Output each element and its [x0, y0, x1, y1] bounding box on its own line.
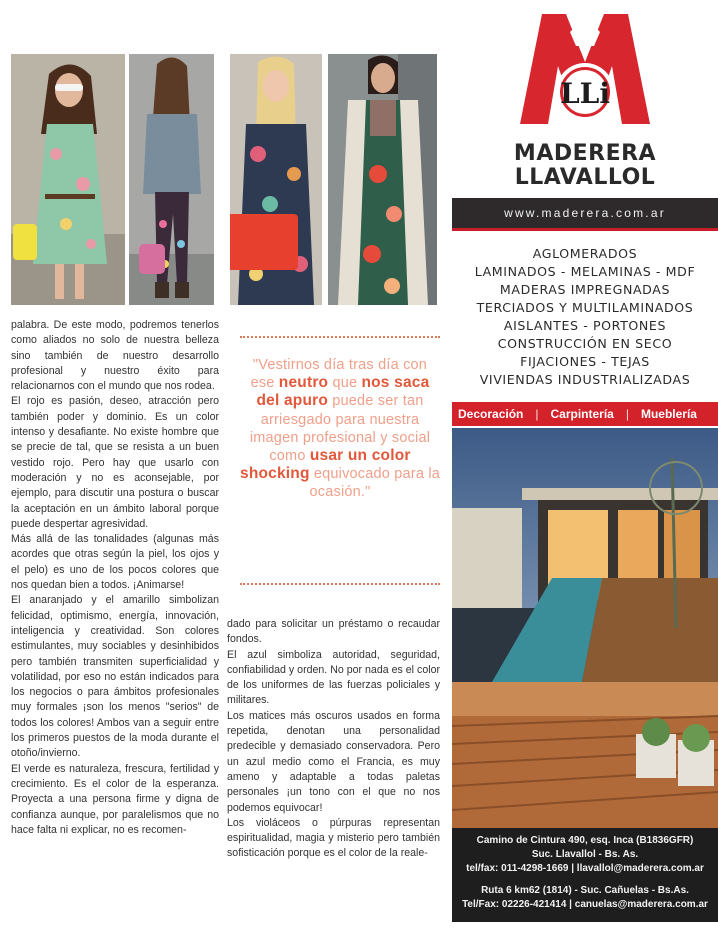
address-canuelas: Ruta 6 km62 (1814) - Suc. Cañuelas - Bs.As.	[481, 885, 689, 896]
category-separator: |	[625, 407, 629, 421]
contact-info	[452, 828, 718, 922]
paragraph: El azul simboliza autoridad, seguridad, confiabilidad y orden. No por nada es el color de los uniformes de las fuerzas policiales y militares.	[227, 648, 440, 707]
paragraph: Los violáceos o púrpuras representan espiritualidad, magia y misterio pero también sofisticación porque es el color de la reale-	[227, 816, 440, 860]
contact-line-canuelas: Tel/Fax: 02226-421414 | canuelas@maderera.com.ar	[462, 899, 708, 910]
article-column-1	[11, 318, 219, 838]
email-canuelas[interactable]: canuelas@maderera.com.ar	[574, 899, 708, 910]
quote-divider-bottom	[240, 583, 440, 585]
maderera-advertisement	[452, 0, 718, 936]
pull-quote	[240, 336, 440, 586]
product-item: MADERAS IMPREGNADAS	[499, 282, 671, 297]
article-column-2	[227, 617, 440, 862]
website-link[interactable]: www.maderera.com.ar	[504, 206, 666, 220]
quote-divider-top	[240, 336, 440, 338]
product-list	[452, 245, 718, 389]
deck-photo	[452, 682, 718, 828]
product-item: FIJACIONES - TEJAS	[520, 354, 650, 369]
paragraph: El anaranjado y el amarillo simbolizan felicidad, optimismo, energía, innovación, inteligencia y creatividad. Son colores estimulantes, muy sociables y desinhibidos pero también transmiten superficialidad y volatilidad, por eso no están indicados para los negocios o para ámbitos profesionales muy formales ¡son los menos "serios" de todos los colores! Ambos van a seguir entre los primeros puestos de la moda durante el otoño/invierno.	[11, 594, 219, 760]
phone-llavallol: tel/fax: 011-4298-1669	[466, 863, 569, 874]
product-item: TERCIADOS Y MULTILAMINADOS	[476, 300, 694, 315]
category-bar	[452, 402, 718, 426]
paragraph: Los matices más oscuros usados en forma repetida, denotan una personalidad predecible y demasiado conservadora. Pero un azul medio como el Francia, es muy ameno y adaptable a todas paletas personales ¡un tono con el que no nos podemos equivocar!	[227, 709, 440, 814]
fashion-photo-2	[129, 54, 214, 305]
logo	[510, 6, 660, 128]
fashion-photo-4	[328, 54, 437, 305]
logo-mark-text: LLi	[559, 77, 611, 110]
category-separator: |	[535, 407, 539, 421]
house-photo	[452, 428, 718, 682]
contact-line-llavallol: tel/fax: 011-4298-1669 | llavallol@maderera.com.ar	[466, 863, 704, 874]
paragraph: Más allá de las tonalidades (algunas más acordes que otras según la piel, los ojos y el pelo) es uno de los pocos colores que nos quedan bien a todos. ¡Animarse!	[11, 533, 219, 592]
phone-canuelas: Tel/Fax: 02226-421414	[462, 899, 567, 910]
brand-name-line-1: MADERERA	[513, 141, 657, 166]
fashion-photo-3	[230, 54, 322, 305]
product-item: AISLANTES - PORTONES	[503, 318, 667, 333]
address-llavallol: Camino de Cintura 490, esq. Inca (B1836GFR)	[476, 835, 694, 846]
paragraph: palabra. De este modo, podremos tenerlos como aliados no solo de nuestra belleza sino también de nuestro desarrollo profesional y nuestro éxito para relacionarnos con el mundo que nos rodea.	[11, 319, 219, 393]
product-item: LAMINADOS - MELAMINAS - MDF	[474, 264, 696, 279]
paragraph: El verde es naturaleza, frescura, fertilidad y crecimiento. Es el color de la esperanza. Proyecta a una persona firme y digna de confianza aunque, por paralelismos que no hace falta ni explicar, no es recomen-	[11, 762, 219, 836]
category-decoracion: Decoración	[458, 407, 524, 421]
fashion-photo-1	[11, 54, 125, 305]
paragraph: dado para solicitar un préstamo o recaudar fondos.	[227, 618, 440, 646]
brand-name-line-2: LLAVALLOL	[514, 165, 656, 190]
product-item: CONSTRUCCIÓN EN SECO	[497, 336, 673, 351]
category-muebleria: Mueblería	[640, 407, 697, 421]
pull-quote-text: "Vestirnos día tras día con ese neutro que nos saca del apuro puede ser tan arriesgado para nuestra imagen profesional y social como usar un color shocking equivocado para la ocasión."	[240, 357, 441, 501]
category-carpinteria: Carpintería	[550, 407, 614, 421]
website-bar	[452, 198, 718, 231]
branch-llavallol: Suc. Llavallol - Bs. As.	[531, 849, 639, 860]
email-llavallol[interactable]: llavallol@maderera.com.ar	[576, 863, 704, 874]
paragraph: El rojo es pasión, deseo, atracción pero también poder y dominio. Es un color intenso y desafiante. No existe hombre que se precie de tal, que se resista a un buen vestido rojo. Pero hay que usarlo con moderación y no es aconsejable, por ejemplo, para discutir una postura o buscar la aceptación en un ámbito laboral porque puede despertar agresividad.	[11, 395, 219, 530]
product-item: VIVIENDAS INDUSTRIALIZADAS	[479, 372, 691, 387]
product-item: AGLOMERADOS	[532, 246, 638, 261]
